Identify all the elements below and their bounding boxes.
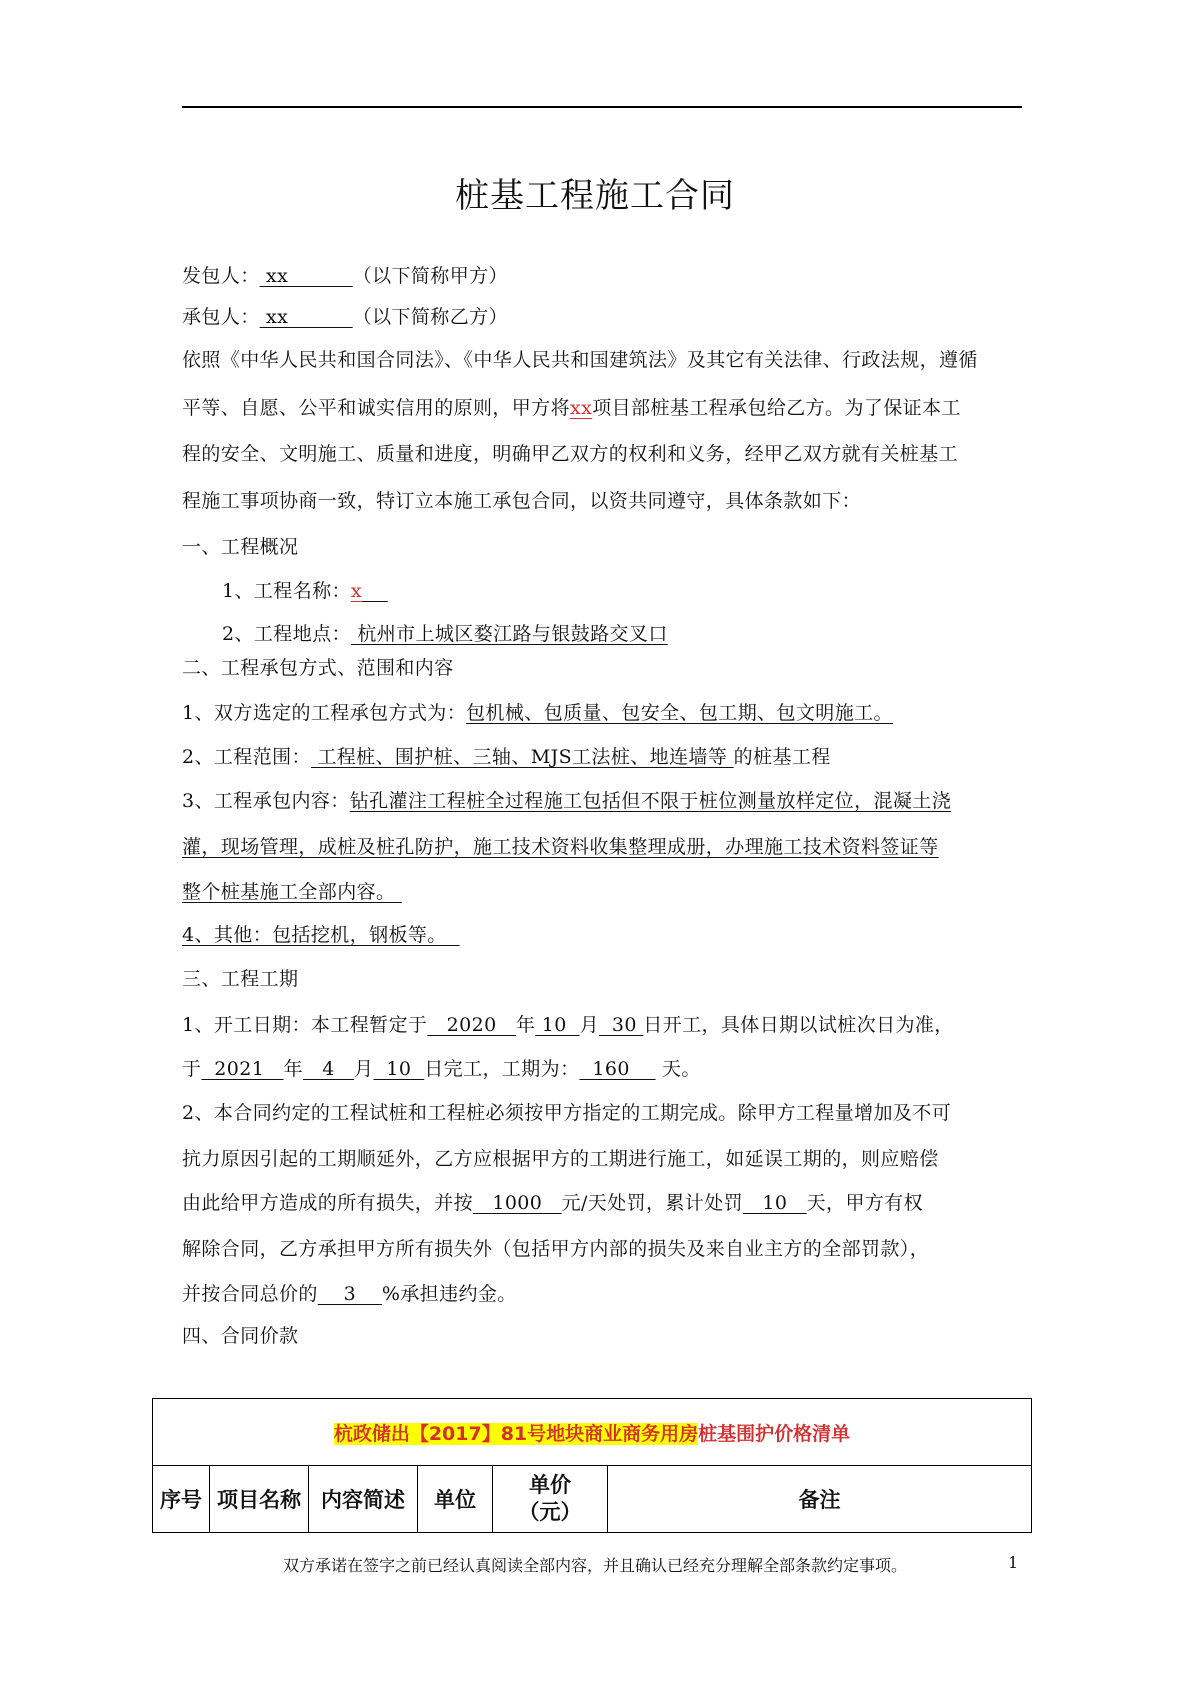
contract-mode-value: 包机械、包质量、包安全、包工期、包文明施工。	[466, 702, 893, 724]
footer-statement: 双方承诺在签字之前已经认真阅读全部内容，并且确认已经充分理解全部条款约定事项。	[282, 1556, 907, 1575]
year-unit: 年	[515, 1014, 536, 1036]
content-value-3: 整个桩基施工全部内容。	[182, 881, 402, 903]
delay-line-3-c: 天，甲方有权	[806, 1192, 924, 1214]
project-name-label: 1、工程名称：	[222, 580, 351, 602]
content-line-1	[182, 787, 951, 815]
scope-value: 工程桩、围护桩、三轴、MJS工法桩、地连墙等	[310, 746, 734, 768]
project-location-label: 2、工程地点：	[222, 623, 351, 645]
project-location-value: 杭州市上城区婺江路与银鼓路交叉口	[350, 623, 668, 645]
daily-penalty: 1000	[473, 1192, 562, 1214]
delay-line-3	[182, 1189, 923, 1217]
delay-line-2: 抗力原因引起的工期顺延外，乙方应根据甲方的工期进行施工，如延误工期的，则应赔偿	[182, 1148, 939, 1170]
end-year: 2021	[201, 1058, 284, 1080]
employer-value: xx	[259, 265, 353, 287]
section-4-heading: 四、合同价款	[182, 1325, 299, 1347]
section-2-heading: 二、工程承包方式、范围和内容	[182, 657, 454, 679]
header-unit-price-currency: （元）	[518, 1500, 582, 1524]
content-label: 3、工程承包内容：	[182, 790, 350, 812]
other-line	[182, 921, 460, 949]
scope-label: 2、工程范围：	[182, 746, 311, 768]
days-unit: 天。	[655, 1058, 701, 1080]
header-unit-price-label: 单价	[529, 1473, 571, 1497]
content-line-3	[182, 878, 402, 906]
section-1-heading: 一、工程概况	[182, 536, 299, 558]
contract-mode-label: 1、双方选定的工程承包方式为：	[182, 702, 467, 724]
delay-line-5	[182, 1280, 517, 1308]
caption-highlight: 杭政储出【2017】81号地块商业商务用房	[333, 1422, 699, 1445]
end-month: 4	[302, 1058, 355, 1080]
intro-line-2-b: 项目部桩基工程承包给乙方。为了保证本工	[592, 397, 961, 419]
caption-rest: 桩基围护价格清单	[698, 1422, 851, 1445]
delay-line-5-a: 并按合同总价的	[182, 1283, 318, 1305]
contractor-suffix: （以下简称乙方）	[352, 306, 508, 328]
employer-line	[182, 262, 508, 290]
intro-line-2-a: 平等、自愿、公平和诚实信用的原则，甲方将	[182, 397, 571, 419]
project-name-value: x	[350, 580, 363, 602]
other-value: 4、其他：包括挖机，钢板等。	[182, 924, 460, 946]
month-unit: 月	[354, 1058, 374, 1080]
intro-line-3: 程的安全、文明施工、质量和进度，明确甲乙双方的权利和义务，经甲乙双方就有关桩基工	[182, 443, 959, 465]
contractor-label: 承包人：	[182, 306, 260, 328]
start-prefix: 1、开工日期：本工程暂定于	[182, 1014, 428, 1036]
scope-suffix: 的桩基工程	[733, 746, 831, 768]
contract-mode-line	[182, 699, 893, 727]
penalty-percent: 3	[317, 1283, 382, 1305]
content-value-2: 灌，现场管理，成桩及桩孔防护，施工技术资料收集整理成册，办理施工技术资料签证等	[182, 836, 939, 858]
project-name-line	[222, 577, 388, 605]
intro-line-2	[182, 394, 961, 422]
header-rule	[182, 106, 1022, 108]
header-description: 内容简述	[309, 1466, 418, 1533]
price-table-caption	[153, 1399, 1032, 1466]
duration-value: 160	[579, 1058, 656, 1080]
intro-line-1: 依照《中华人民共和国合同法》、《中华人民共和国建筑法》及其它有关法律、行政法规，遵循	[182, 349, 978, 371]
header-index: 序号	[153, 1466, 210, 1533]
start-year: 2020	[427, 1014, 516, 1036]
project-location-line	[222, 620, 668, 648]
year-unit: 年	[283, 1058, 303, 1080]
penalty-days: 10	[743, 1192, 807, 1214]
content-value-1: 钻孔灌注工程桩全过程施工包括但不限于桩位测量放样定位，混凝土浇	[349, 790, 952, 812]
delay-line-1: 2、本合同约定的工程试桩和工程桩必须按甲方指定的工期完成。除甲方工程量增加及不可	[182, 1102, 952, 1124]
delay-line-4: 解除合同，乙方承担甲方所有损失外（包括甲方内部的损失及来自业主方的全部罚款），	[182, 1238, 930, 1260]
project-name-pad	[362, 580, 388, 602]
delay-line-3-a: 由此给甲方造成的所有损失，并按	[182, 1192, 474, 1214]
scope-line	[182, 743, 831, 771]
contractor-line	[182, 303, 508, 331]
delay-line-3-b: 元/天处罚，累计处罚	[561, 1192, 744, 1214]
price-table	[152, 1398, 1032, 1533]
content-line-2	[182, 833, 939, 861]
start-month: 10	[535, 1014, 580, 1036]
contractor-value: xx	[259, 306, 353, 328]
end-mid: 日完工，工期为：	[424, 1058, 580, 1080]
month-unit: 月	[579, 1014, 599, 1036]
header-remarks: 备注	[608, 1466, 1032, 1533]
intro-line-4: 程施工事项协商一致，特订立本施工承包合同，以资共同遵守，具体条款如下：	[182, 490, 862, 512]
start-suffix: 日开工，具体日期以试桩次日为准，	[643, 1014, 954, 1036]
employer-suffix: （以下简称甲方）	[352, 265, 508, 287]
header-unit-price	[493, 1466, 608, 1533]
header-item-name: 项目名称	[210, 1466, 309, 1533]
employer-label: 发包人：	[182, 265, 260, 287]
start-date-line	[182, 1011, 954, 1039]
page-number: 1	[1008, 1553, 1019, 1572]
end-date-line	[182, 1055, 701, 1083]
header-unit: 单位	[418, 1466, 493, 1533]
end-prefix: 于	[182, 1058, 202, 1080]
end-day: 10	[373, 1058, 425, 1080]
section-3-heading: 三、工程工期	[182, 968, 299, 990]
price-table-header-row	[153, 1466, 1032, 1533]
delay-line-5-b: %承担违约金。	[381, 1283, 517, 1305]
project-name-placeholder: xx	[570, 397, 593, 419]
document-title: 桩基工程施工合同	[455, 176, 735, 216]
start-day: 30	[599, 1014, 644, 1036]
